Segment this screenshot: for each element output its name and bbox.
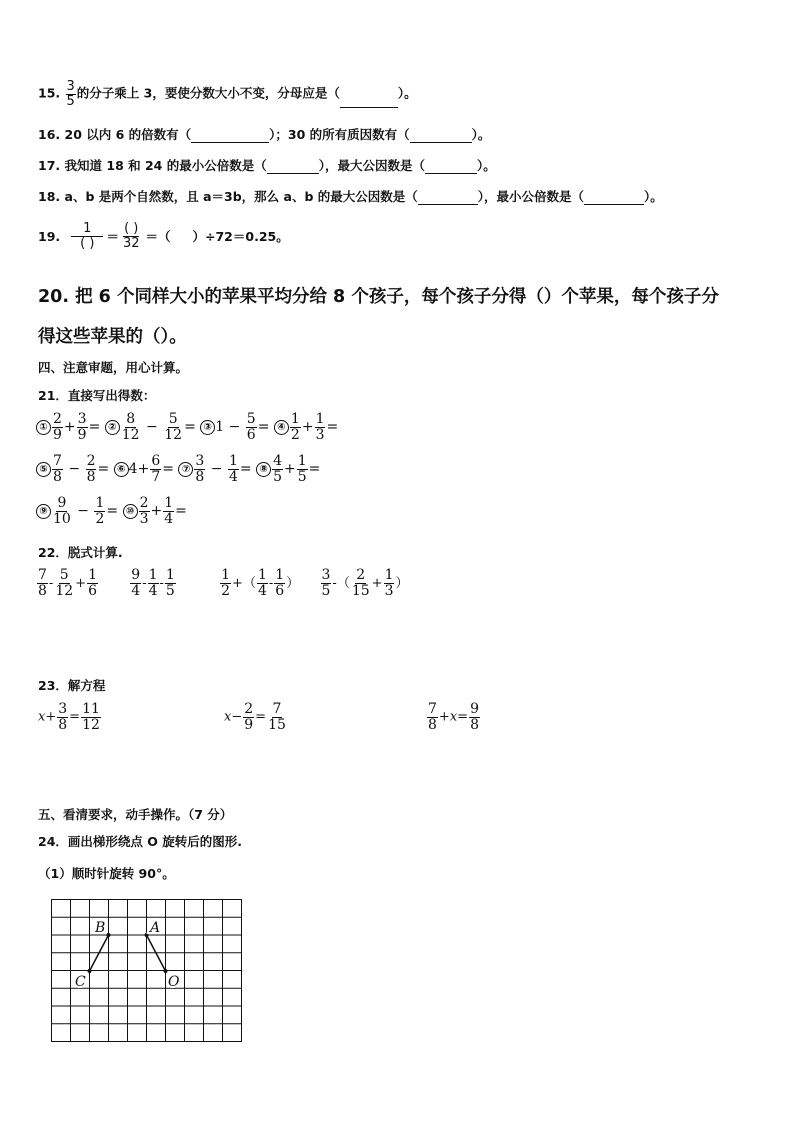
label-o: O — [168, 974, 180, 990]
point-a — [145, 933, 149, 937]
answer-blank[interactable] — [267, 173, 319, 174]
denominator: 32 — [122, 235, 140, 251]
numerator: 1 — [71, 222, 103, 237]
point-c — [88, 969, 92, 973]
answer-blank[interactable] — [584, 204, 644, 205]
question-text: ＝（ — [145, 229, 171, 245]
question-text: ），最大公因数是（ — [318, 158, 425, 173]
fraction: $\frac{3}{8}$ — [195, 453, 205, 485]
question-text: ）。 — [397, 85, 417, 101]
question-text: ）。 — [644, 189, 663, 204]
denominator: ( ) — [80, 235, 95, 251]
question-text: ），最小公倍数是（ — [477, 189, 585, 204]
numerator: ( ) — [124, 221, 139, 236]
item-label: ① — [36, 420, 51, 435]
question-number: 17. — [38, 158, 61, 173]
section-heading: 五、看清要求，动手操作。（7 分） — [38, 807, 233, 822]
item-label: ⑥ — [114, 462, 129, 477]
fraction: $\frac{1}{4}$ — [164, 495, 174, 527]
equals-sign: ＝ — [106, 229, 119, 245]
fraction: $\frac{1}{3}$ — [315, 411, 325, 443]
section-heading: 四、注意审题，用心计算。 — [38, 360, 189, 375]
answer-blank[interactable] — [425, 173, 477, 174]
fraction — [122, 222, 141, 250]
question-22-title: 22．脱式计算. — [38, 545, 123, 560]
fraction: $\frac{9}{10}$ — [53, 495, 71, 527]
fraction: $\frac{3}{9}$ — [77, 411, 87, 443]
question-text: ）。 — [476, 158, 496, 173]
question-number: 16. — [38, 127, 61, 142]
question-text: ）；30 的所有质因数有（ — [269, 127, 410, 142]
expression-1: $\frac{7}{8}$ - $\frac{5}{12}$ + $\frac{1}{6}$ — [38, 567, 97, 599]
question-text: 的分子乘上 3，要使分数大小不变，分母应是（ — [76, 85, 340, 101]
q21-row-3: ⑨ $\frac{9}{10}$ − $\frac{1}{2}$ = ⑩ $\frac{2}{3}$ + $\frac{1}{4}$ = — [36, 496, 187, 526]
fraction: $\frac{8}{12}$ — [121, 411, 140, 443]
answer-blank[interactable] — [340, 107, 398, 108]
question-24-title: 24．画出梯形绕点 O 旋转后的图形. — [38, 834, 242, 849]
expression-3: $\frac{1}{2}$ +（ $\frac{1}{4}$ - $\frac{1}{6}$ ） — [221, 567, 300, 599]
item-label: ⑤ — [36, 462, 51, 477]
item-label: ⑨ — [36, 504, 51, 519]
question-text: a、b 是两个自然数，且 a＝3b，那么 a、b 的最大公因数是（ — [64, 189, 418, 204]
question-number: 18. — [38, 189, 61, 204]
question-text: ）÷72＝0.25。 — [192, 229, 289, 245]
answer-blank[interactable] — [191, 142, 269, 143]
answer-blank[interactable] — [410, 142, 472, 143]
fraction — [71, 222, 103, 250]
denominator: 5 — [66, 93, 75, 109]
grid-lines — [52, 900, 242, 1042]
equation-2: x− $\frac{2}{9}$ = $\frac{7}{15}$ — [224, 701, 286, 733]
fraction: $\frac{5}{6}$ — [246, 411, 256, 443]
item-label: ③ — [200, 420, 215, 435]
fraction: $\frac{2}{3}$ — [139, 495, 149, 527]
item-label: ⑧ — [256, 462, 271, 477]
point-b — [107, 933, 111, 937]
question-16 — [38, 125, 490, 143]
fraction: $\frac{1}{5}$ — [297, 453, 307, 485]
item-label: ② — [105, 420, 120, 435]
item-label: ⑦ — [178, 462, 193, 477]
point-o — [164, 969, 168, 973]
question-17 — [38, 156, 496, 174]
question-21-title: 21．直接写出得数： — [38, 388, 156, 403]
question-20-line-2: 得这些苹果的（）。 — [38, 327, 187, 347]
equation-1: x+ $\frac{3}{8}$ = $\frac{11}{12}$ — [38, 701, 100, 733]
q21-row-2: ⑤ $\frac{7}{8}$ − $\frac{2}{8}$ = ⑥ 4+ $\frac{6}{7}$ = ⑦ $\frac{3}{8}$ − $\frac{1}{4}$ = ⑧ $\frac{4}{5}$ + $\frac{1}{5}$ = — [36, 454, 320, 484]
label-c: C — [75, 974, 86, 990]
numerator: 3 — [66, 79, 75, 94]
answer-blank[interactable] — [418, 204, 478, 205]
question-text: 20 以内 6 的倍数有（ — [64, 127, 192, 142]
fraction: $\frac{1}{2}$ — [290, 411, 300, 443]
fraction: $\frac{2}{9}$ — [53, 411, 62, 443]
question-number: 15. — [38, 85, 61, 101]
label-b: B — [95, 920, 106, 936]
fraction: $\frac{2}{8}$ — [86, 453, 96, 485]
q22-expressions — [36, 568, 409, 598]
fraction: $\frac{7}{8}$ — [53, 453, 62, 485]
question-19 — [38, 222, 289, 250]
item-label: ⑩ — [123, 504, 138, 519]
fraction: $\frac{1}{4}$ — [228, 453, 238, 485]
question-23-title: 23．解方程 — [38, 678, 106, 693]
question-text: 我知道 18 和 24 的最小公倍数是（ — [64, 158, 267, 173]
label-a: A — [150, 920, 161, 936]
equation-3: $\frac{7}{8}$ +x= $\frac{9}{8}$ — [428, 701, 479, 733]
question-number: 19. — [38, 228, 61, 244]
question-15 — [38, 80, 417, 108]
fraction: $\frac{1}{2}$ — [95, 495, 105, 527]
question-text: ）。 — [471, 127, 491, 142]
question-24-subtitle: （1）顺时针旋转 90°。 — [38, 866, 175, 881]
question-20-line-1: 20. 把 6 个同样大小的苹果平均分给 8 个孩子，每个孩子分得（）个苹果，每个孩子分 — [38, 287, 719, 307]
grid-figure — [50, 898, 246, 1044]
fraction: $\frac{5}{12}$ — [164, 411, 183, 443]
fraction — [66, 80, 76, 108]
expression-4: $\frac{3}{5}$ -（ $\frac{2}{15}$ + $\frac{1}{3}$ ） — [321, 567, 409, 599]
item-label: ④ — [274, 420, 289, 435]
q21-row-1: ① $\frac{2}{9}$ + $\frac{3}{9}$ = ② $\frac{8}{12}$ − $\frac{5}{12}$ = ③ 1 − $\frac{5}{6}$ = ④ $\frac{1}{2}$ + $\frac{1}{3}$ = — [36, 412, 338, 442]
question-18 — [38, 187, 663, 205]
fraction: $\frac{6}{7}$ — [151, 453, 161, 485]
expression-2: $\frac{9}{4}$ - $\frac{1}{4}$ - $\frac{1}{5}$ — [131, 567, 175, 599]
fraction: $\frac{4}{5}$ — [273, 453, 283, 485]
